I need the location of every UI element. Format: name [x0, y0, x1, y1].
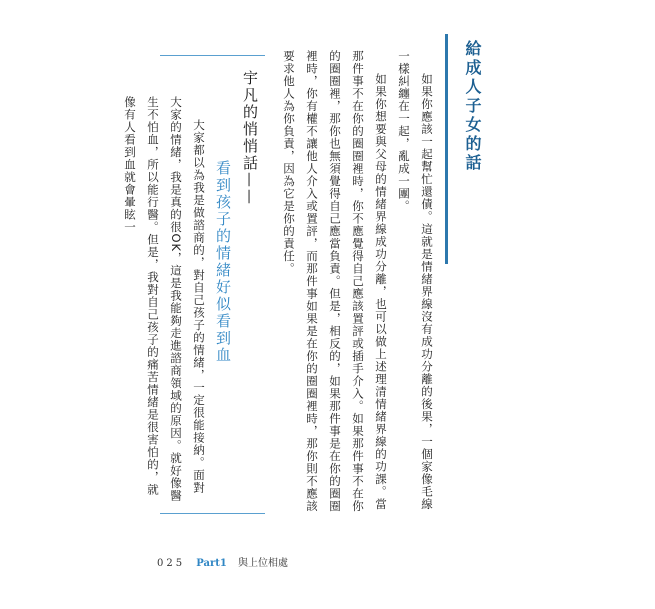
- sidebar-subtitle-text: 看到孩子的情緒好似看到血: [214, 160, 232, 364]
- paragraph-2: 如果你想要與父母的情緒界線成功分離，也可以做上述理清情緒界線的功課。當那件事不在你的圈圈裡時，你不應覺得自己應該置評或插手介入。如果那件事不在你的圈圈裡，那你也無須覺得自己應當負責。但是，相反的，如果那件事是在你的圈圈裡時，你有權不讓他人介入或置評，而那件事如果是在你的圈圈裡時，那你則不應該要求他人為你負責，因為它是你的責任。: [282, 50, 388, 513]
- paragraph-1: 如果你應該一起幫忙還債。這就是情緒界線沒有成功分離的後果，一個家像毛線一樣糾纏在一起，亂成一團。: [397, 50, 434, 511]
- sidebar-subtitle: [208, 70, 234, 510]
- sidebar-top-rule: [160, 55, 265, 56]
- main-text: [282, 50, 438, 520]
- section-rule: [445, 34, 448, 264]
- sidebar-bottom-rule: [160, 513, 265, 514]
- sidebar-paragraph: 大家都以為我是做諮商的，對自己孩子的情緒，一定很能接納。面對大家的情緒，我是真的很OK，這是我能夠走進諮商領域的原因。就好像醫生不怕血，所以能行醫。但是，我對自己孩子的痛苦情緒是很害怕的，就像有人看到血就會暈眩一: [123, 96, 206, 503]
- page-number: 025: [157, 558, 186, 569]
- sidebar-title: [233, 70, 261, 370]
- part-label: Part1: [196, 558, 227, 569]
- page-footer: [157, 554, 288, 572]
- sidebar-title-text: 宇凡的悄悄話: [241, 70, 259, 172]
- sidebar-text: [123, 96, 210, 506]
- section-title: 給成人子女的話: [463, 40, 482, 173]
- sidebar-title-dash: ——: [241, 172, 259, 206]
- chapter-title: 與上位相處: [238, 558, 289, 569]
